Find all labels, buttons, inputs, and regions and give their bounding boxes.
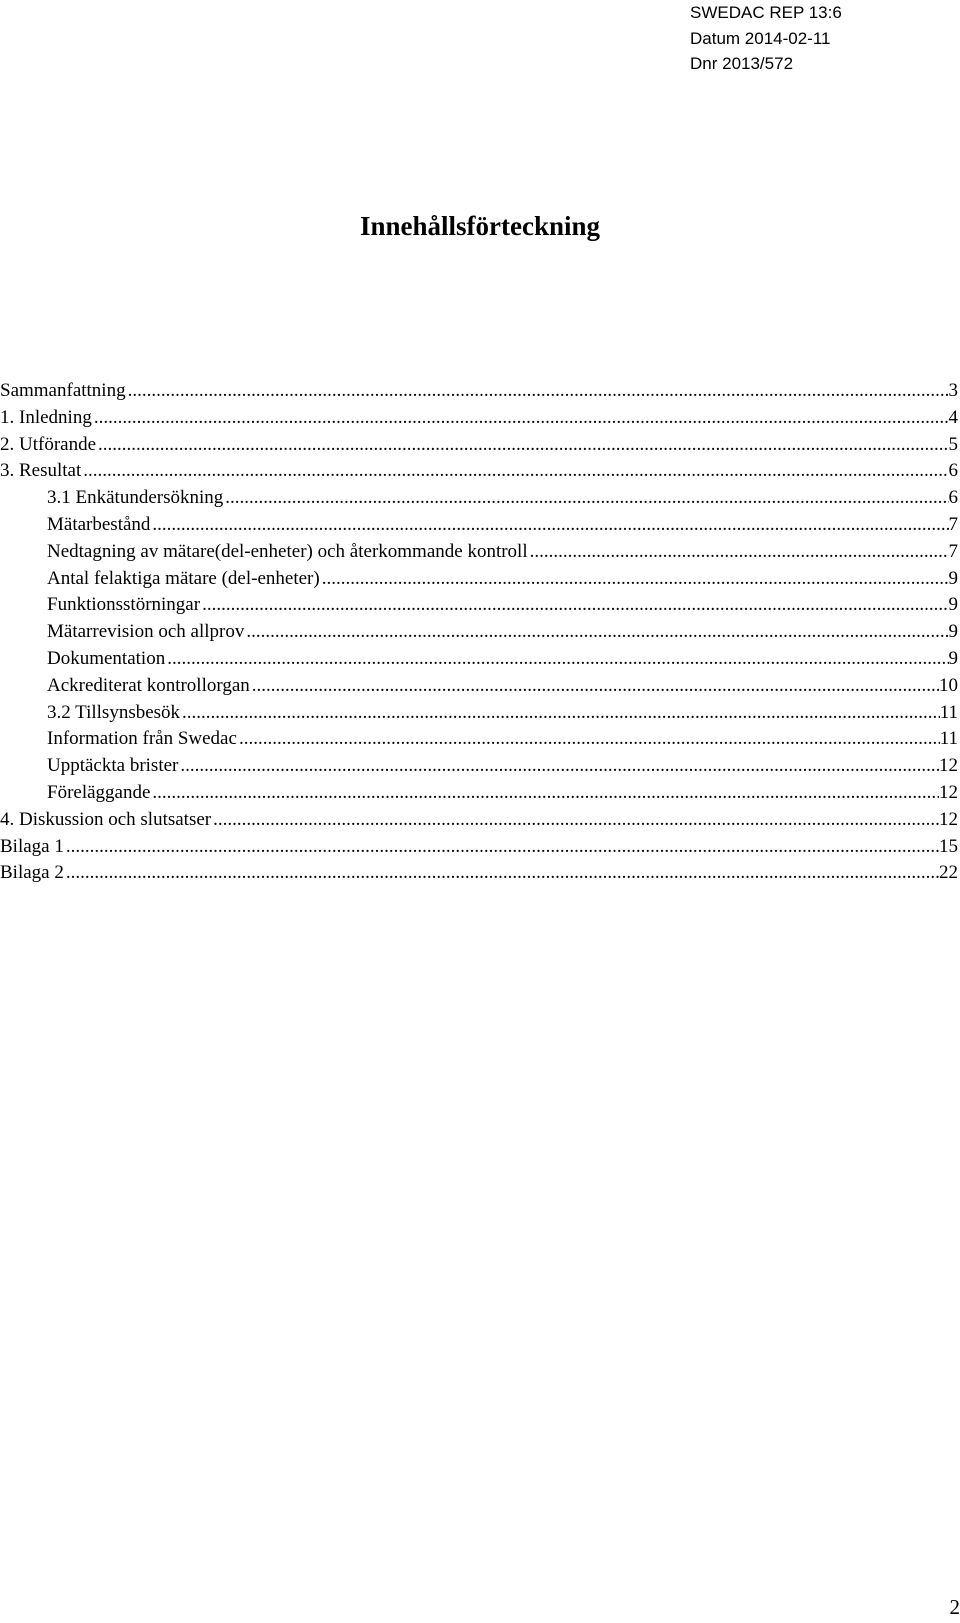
report-date: Datum 2014-02-11 xyxy=(690,28,831,48)
document-header xyxy=(690,0,950,77)
toc-entry-title[interactable]: 3.2 Tillsynsbesök xyxy=(47,701,181,723)
toc-leader-dots xyxy=(165,646,948,673)
toc-entry[interactable] xyxy=(0,539,958,566)
toc-entry-title[interactable]: Information från Swedac xyxy=(47,728,237,750)
toc-entry-page[interactable]: 11 xyxy=(939,701,958,723)
toc-leader-dots xyxy=(178,753,939,780)
toc-entry-title[interactable]: Antal felaktiga mätare (del-enheter) xyxy=(47,567,320,589)
toc-leader-dots xyxy=(180,700,940,727)
toc-entry[interactable] xyxy=(0,780,958,807)
toc-leader-dots xyxy=(64,860,939,887)
toc-entry-page[interactable]: 11 xyxy=(939,728,958,750)
toc-entry[interactable] xyxy=(0,807,958,834)
toc-entry-title[interactable]: Ackrediterat kontrollorgan xyxy=(47,674,250,696)
toc-entry-page[interactable]: 12 xyxy=(939,781,958,803)
toc-entry-page[interactable]: 9 xyxy=(948,567,958,589)
toc-entry-title[interactable]: 3.1 Enkätundersökning xyxy=(47,487,224,509)
toc-entry-title[interactable]: Föreläggande xyxy=(47,781,151,803)
toc-leader-dots xyxy=(150,780,939,807)
toc-leader-dots xyxy=(64,834,939,861)
toc-entry[interactable] xyxy=(0,726,958,753)
toc-entry[interactable] xyxy=(0,566,958,593)
toc-entry-title[interactable]: Sammanfattning xyxy=(0,380,126,401)
toc-entry-title[interactable]: Mätarrevision och allprov xyxy=(47,621,245,643)
toc-leader-dots xyxy=(223,485,948,512)
toc-entry-page[interactable]: 6 xyxy=(948,487,958,509)
toc-entry-title[interactable]: Funktionsstörningar xyxy=(47,594,201,616)
toc-entry-title[interactable]: Bilaga 1 xyxy=(0,835,64,857)
toc-entry[interactable] xyxy=(0,458,958,485)
toc-entry-page[interactable]: 15 xyxy=(939,835,958,857)
toc-entry[interactable] xyxy=(0,700,958,727)
toc-entry-title[interactable]: Mätarbestånd xyxy=(47,513,151,535)
toc-entry[interactable] xyxy=(0,860,958,887)
report-id: SWEDAC REP 13:6 xyxy=(690,3,842,22)
toc-entry-page[interactable]: 4 xyxy=(948,406,958,428)
toc-entry-page[interactable]: 9 xyxy=(948,594,958,616)
toc-leader-dots xyxy=(244,619,948,646)
toc-entry-page[interactable]: 7 xyxy=(948,513,958,535)
toc-entry[interactable] xyxy=(0,673,958,700)
toc-entry-page[interactable]: 9 xyxy=(948,647,958,669)
toc-entry-title[interactable]: 2. Utförande xyxy=(0,433,97,455)
page-number: 2 xyxy=(949,1595,960,1619)
toc-leader-dots xyxy=(237,726,940,753)
toc-entry-title[interactable]: 4. Diskussion och slutsatser xyxy=(0,808,212,830)
toc-entry-page[interactable]: 22 xyxy=(939,862,958,884)
toc-entry[interactable] xyxy=(0,646,958,673)
toc-leader-dots xyxy=(96,432,948,459)
toc-leader-dots xyxy=(92,405,949,432)
toc-entry[interactable] xyxy=(0,485,958,512)
toc-entry-title[interactable]: 3. Resultat xyxy=(0,460,82,482)
toc-entry-page[interactable]: 10 xyxy=(939,674,958,696)
toc-entry-page[interactable]: 12 xyxy=(939,808,958,830)
toc-leader-dots xyxy=(250,673,939,700)
toc-entry-title[interactable]: Bilaga 2 xyxy=(0,862,64,884)
toc-entry[interactable] xyxy=(0,405,958,432)
toc-entry[interactable] xyxy=(0,619,958,646)
toc-entry[interactable] xyxy=(0,592,958,619)
toc-entry[interactable] xyxy=(0,834,958,861)
toc-entry-title[interactable]: Dokumentation xyxy=(47,647,166,669)
toc-entry-page[interactable]: 5 xyxy=(948,433,958,455)
toc-entry[interactable] xyxy=(0,432,958,459)
toc-entry[interactable] xyxy=(0,512,958,539)
toc-entry-title[interactable]: 1. Inledning xyxy=(0,406,92,428)
toc-leader-dots xyxy=(81,458,948,485)
toc-entry-page[interactable]: 6 xyxy=(948,460,958,482)
toc-leader-dots xyxy=(200,592,948,619)
toc-entry-page[interactable]: 9 xyxy=(948,621,958,643)
toc-leader-dots xyxy=(126,378,949,405)
toc-entry-title[interactable]: Upptäckta brister xyxy=(47,755,179,777)
toc-entry-page[interactable]: 12 xyxy=(939,755,958,777)
page-title: Innehållsförteckning xyxy=(359,211,601,241)
toc-entry[interactable] xyxy=(0,753,958,780)
table-of-contents xyxy=(0,378,958,887)
toc-leader-dots xyxy=(528,539,949,566)
toc-leader-dots xyxy=(211,807,939,834)
toc-entry[interactable] xyxy=(0,378,958,405)
toc-leader-dots xyxy=(150,512,948,539)
toc-entry-title[interactable]: Nedtagning av mätare(del-enheter) och återkommande kontroll xyxy=(47,540,528,562)
toc-entry-page[interactable]: 3 xyxy=(948,380,958,401)
toc-entry-page[interactable]: 7 xyxy=(948,540,958,562)
report-dnr: Dnr 2013/572 xyxy=(690,54,794,73)
toc-leader-dots xyxy=(320,566,949,593)
